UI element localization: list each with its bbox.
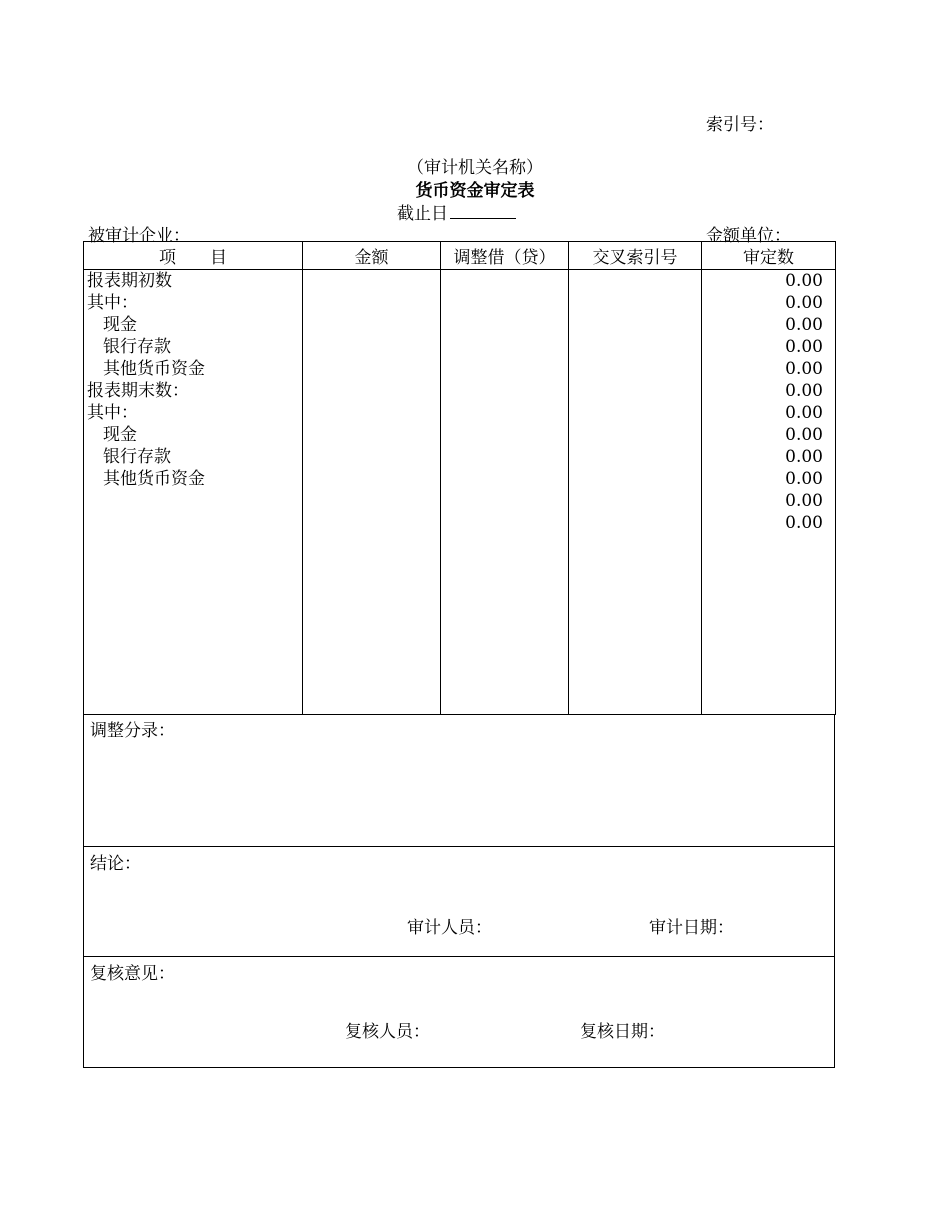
- item-row-label: 其中：: [87, 293, 138, 313]
- table-header-row: [84, 242, 836, 270]
- audited-amount-value: 0.00: [785, 271, 823, 291]
- item-row-label: 现金: [103, 425, 137, 445]
- column-header-amount: 金额: [303, 242, 441, 270]
- column-header-item: 项 目: [84, 242, 303, 270]
- index-number-label: 索引号：: [706, 115, 774, 135]
- audited-amount-value: 0.00: [785, 337, 823, 357]
- audited-amount-value: 0.00: [785, 403, 823, 423]
- review-section[interactable]: [83, 957, 835, 1068]
- notes-sections: [83, 714, 835, 1068]
- audit-date-label: 审计日期：: [649, 918, 734, 938]
- item-row-label: 其中：: [87, 403, 138, 423]
- cross-index-column[interactable]: [569, 270, 702, 715]
- audited-amount-value: 0.00: [785, 469, 823, 489]
- adjustment-entries-section[interactable]: [83, 714, 835, 847]
- cutoff-date: [397, 199, 516, 224]
- item-row-label: 银行存款: [103, 337, 171, 357]
- audited-amount-value: 0.00: [785, 315, 823, 335]
- amount-unit-label: 金额单位：: [706, 226, 791, 246]
- review-date-label: 复核日期：: [580, 1022, 665, 1042]
- adjustment-column[interactable]: [441, 270, 569, 715]
- table-body-row: [84, 270, 836, 715]
- audited-amount-value: 0.00: [785, 293, 823, 313]
- audited-amount-value: 0.00: [785, 359, 823, 379]
- review-opinion-label: 复核意见：: [90, 964, 175, 984]
- audited-amount-value: 0.00: [785, 491, 823, 511]
- audited-amount-value: 0.00: [785, 513, 823, 533]
- cutoff-date-blank[interactable]: [450, 203, 516, 219]
- page-title: 货币资金审定表: [415, 181, 535, 201]
- audited-entity-label: 被审计企业：: [88, 226, 190, 246]
- amount-column[interactable]: [303, 270, 441, 715]
- item-row-label: 其他货币资金: [103, 359, 205, 379]
- item-row-label: 现金: [103, 315, 137, 335]
- cutoff-date-label: 截止日: [397, 204, 448, 224]
- item-column: [84, 270, 303, 715]
- item-row-label: 报表期初数: [87, 271, 172, 291]
- column-header-cross-index: 交叉索引号: [569, 242, 702, 270]
- audited-amount-column: [702, 270, 836, 715]
- audited-amount-value: 0.00: [785, 381, 823, 401]
- item-row-label: 报表期末数：: [87, 381, 189, 401]
- column-header-adjustment: 调整借（贷）: [441, 242, 569, 270]
- auditor-label: 审计人员：: [407, 918, 492, 938]
- audited-amount-value: 0.00: [785, 447, 823, 467]
- column-header-audited-amount: 审定数: [702, 242, 836, 270]
- item-row-label: 其他货币资金: [103, 469, 205, 489]
- conclusion-label: 结论：: [90, 854, 141, 874]
- audit-table: [83, 241, 836, 715]
- item-row-label: 银行存款: [103, 447, 171, 467]
- audit-agency-name: （审计机关名称）: [407, 158, 543, 178]
- audited-amount-value: 0.00: [785, 425, 823, 445]
- adjustment-entries-label: 调整分录：: [90, 721, 175, 741]
- reviewer-label: 复核人员：: [345, 1022, 430, 1042]
- conclusion-section[interactable]: [83, 847, 835, 957]
